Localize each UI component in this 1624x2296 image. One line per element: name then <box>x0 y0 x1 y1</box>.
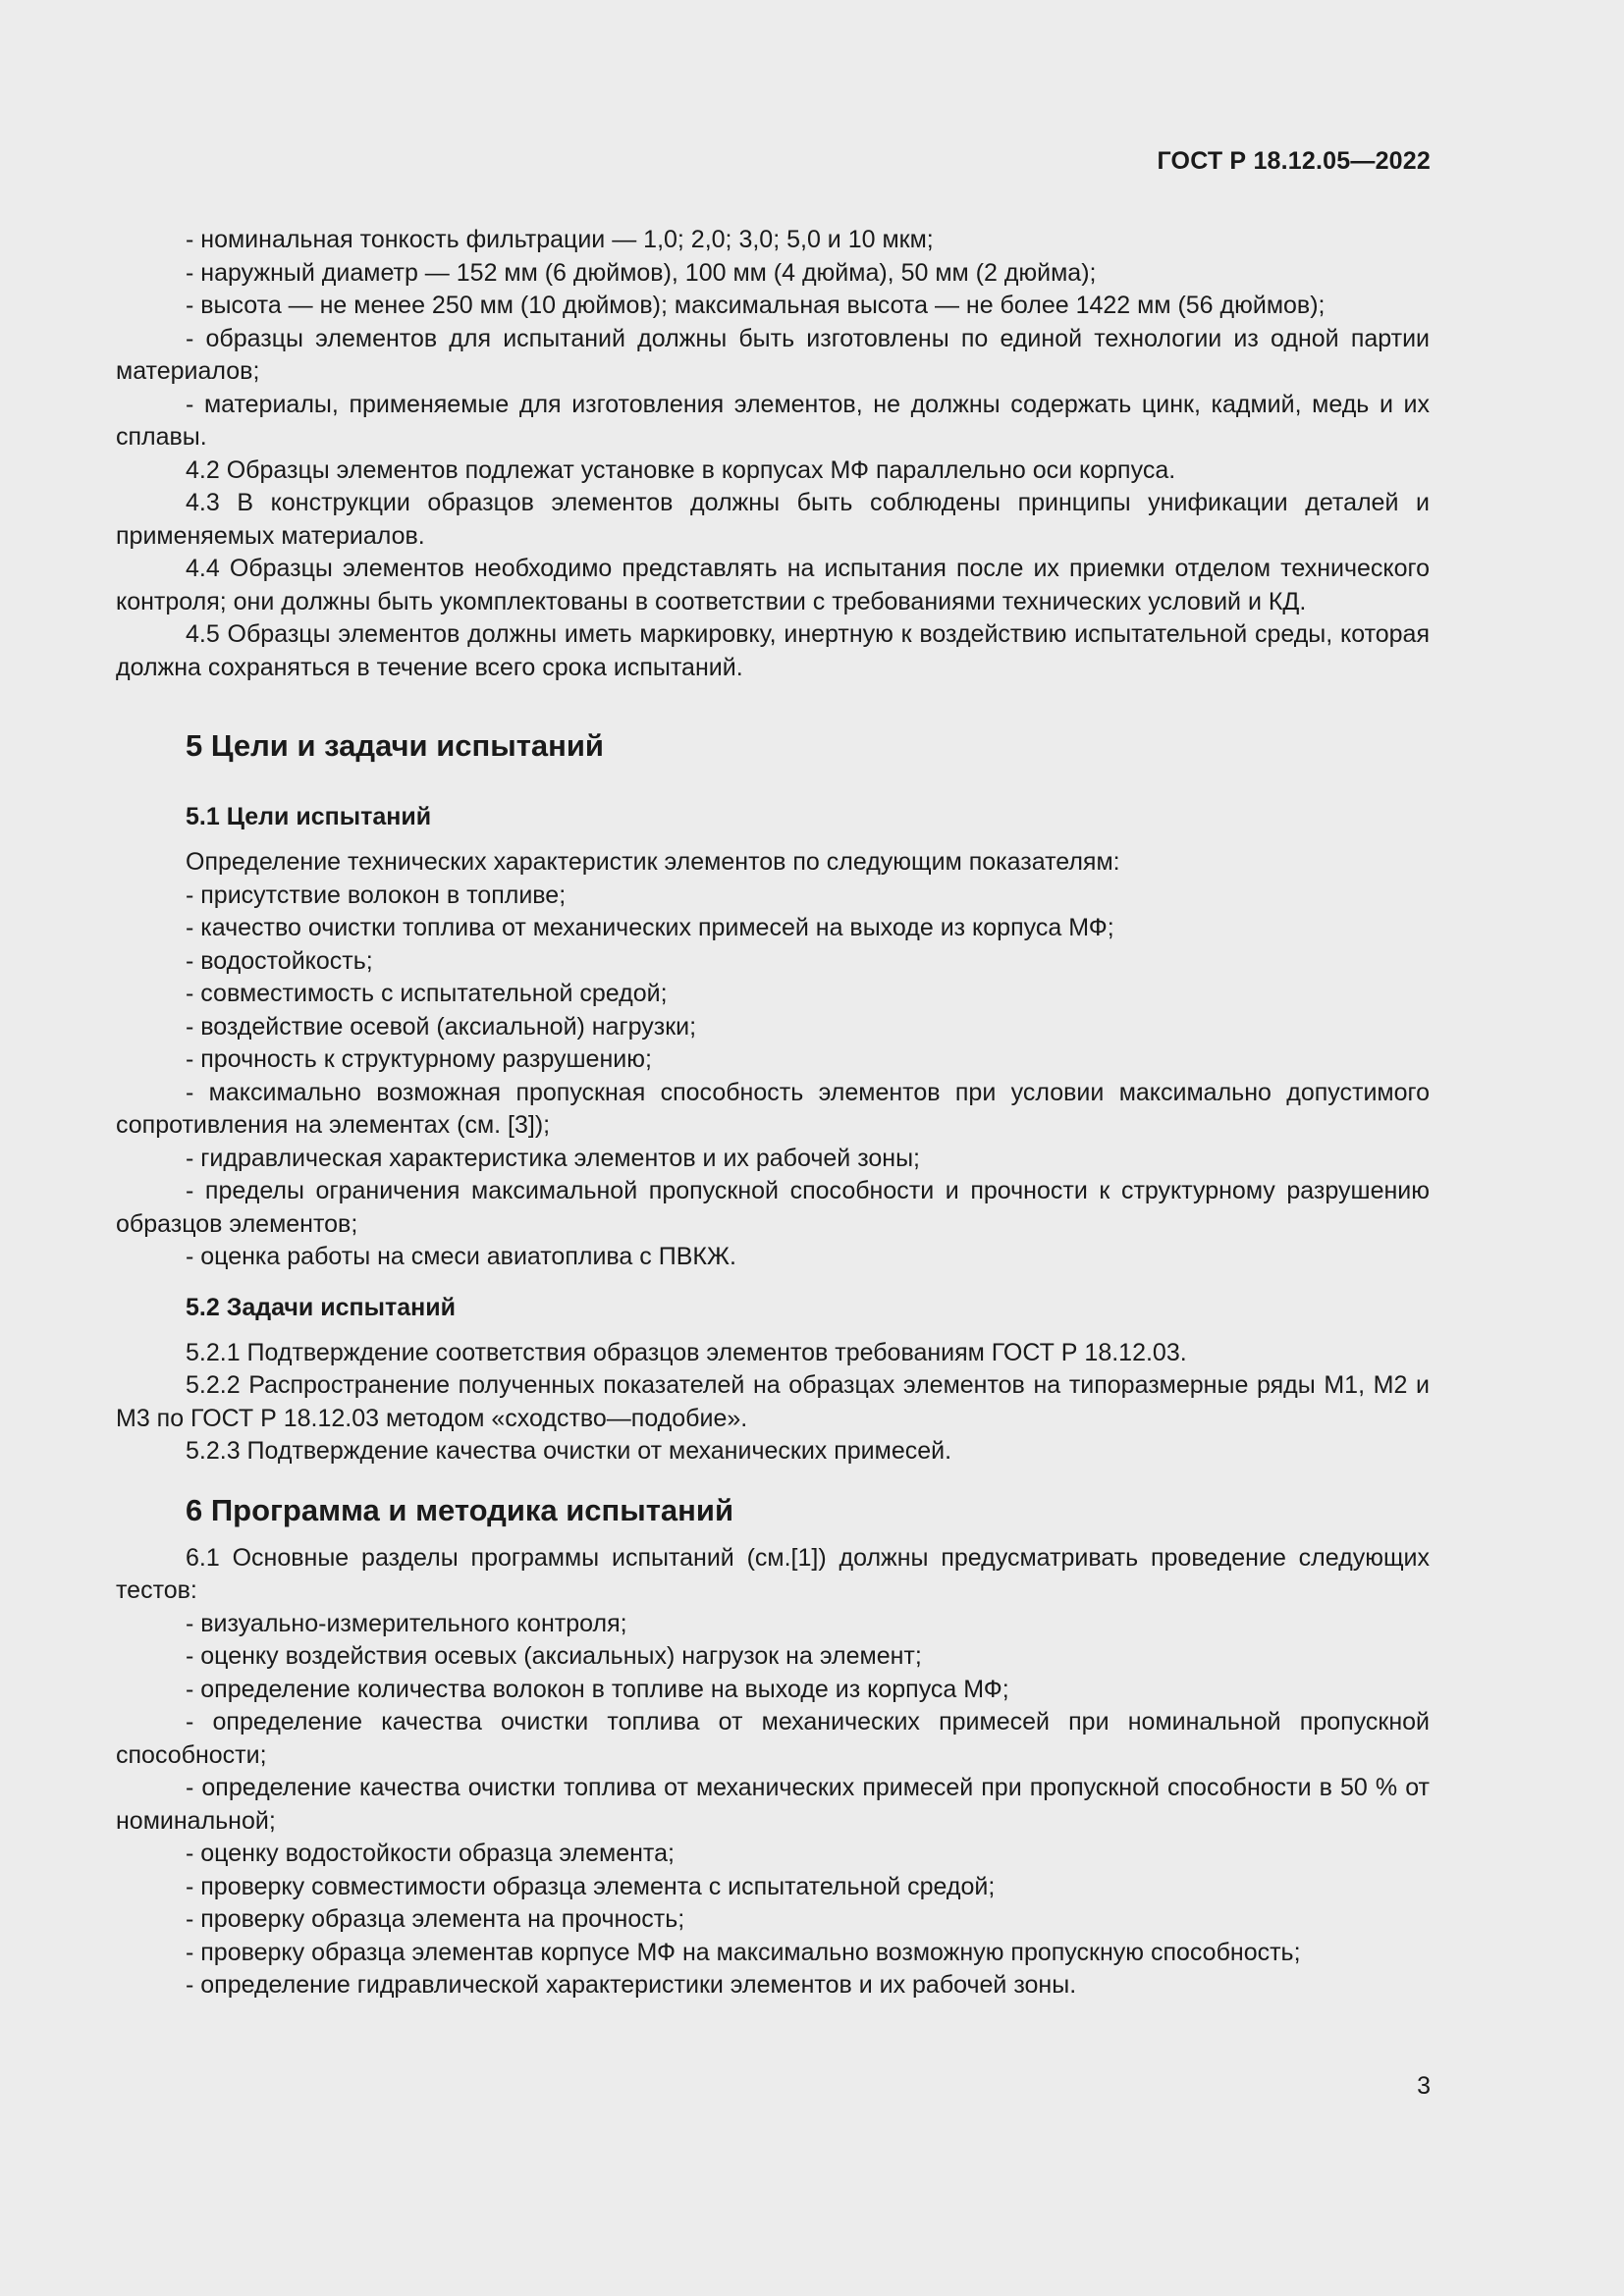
list-item: - проверку совместимости образца элемента с испытательной средой; <box>186 1872 996 1900</box>
list-item: - оценка работы на смеси авиатоплива с ПВКЖ. <box>186 1243 736 1270</box>
list-item: - проверку образца элемента на прочность; <box>186 1905 685 1933</box>
list-item: - номинальная тонкость фильтрации — 1,0; 2,0; 3,0; 5,0 и 10 мкм; <box>186 226 934 253</box>
clause-5-2-2: 5.2.2 Распространение полученных показателей на образцах элементов на типоразмерные ряды М1, М2 и М3 по ГОСТ Р 18.12.03 методом «сходство—подобие». <box>116 1371 1430 1432</box>
list-item: - определение качества очистки топлива от механических примесей при номинальной пропускной способности; <box>116 1708 1430 1769</box>
list-item: - проверку образца элементав корпусе МФ на максимально возможную пропускную способность; <box>186 1938 1301 1966</box>
list-item: - наружный диаметр — 152 мм (6 дюймов), 100 мм (4 дюйма), 50 мм (2 дюйма); <box>186 258 1097 287</box>
list-item: - оценку воздействия осевых (аксиальных) нагрузок на элемент; <box>186 1642 922 1670</box>
clause-4-5: 4.5 Образцы элементов должны иметь маркировку, инертную к воздействию испытательной среды, которая должна сохраняться в течение всего срока испытаний. <box>116 620 1430 681</box>
section-5-heading: 5 Цели и задачи испытаний <box>186 728 604 763</box>
list-item: - визуально-измерительного контроля; <box>186 1609 627 1637</box>
list-item: - воздействие осевой (аксиальной) нагрузки; <box>186 1012 697 1041</box>
clause-4-3: 4.3 В конструкции образцов элементов должны быть соблюдены принципы унификации деталей и применяемых материалов. <box>116 489 1430 550</box>
list-item: - определение количества волокон в топливе на выходе из корпуса МФ; <box>186 1675 1009 1703</box>
list-item: - пределы ограничения максимальной пропускной способности и прочности к структурному разрушению образцов элементов; <box>116 1177 1430 1238</box>
list-intro: Определение технических характеристик элементов по следующим показателям: <box>186 848 1120 876</box>
list-item: - материалы, применяемые для изготовления элементов, не должны содержать цинк, кадмий, медь и их сплавы. <box>116 390 1430 451</box>
list-item: - совместимость с испытательной средой; <box>186 980 668 1007</box>
list-item: - определение качества очистки топлива от механических примесей при пропускной способности в 50 % от номинальной; <box>116 1774 1430 1835</box>
list-item: - качество очистки топлива от механических примесей на выходе из корпуса МФ; <box>186 914 1114 941</box>
clause-5-2-1: 5.2.1 Подтверждение соответствия образцов элементов требованиям ГОСТ Р 18.12.03. <box>186 1338 1187 1366</box>
list-item: - гидравлическая характеристика элементов и их рабочей зоны; <box>186 1144 920 1172</box>
clause-4-2: 4.2 Образцы элементов подлежат установке в корпусах МФ параллельно оси корпуса. <box>186 455 1176 484</box>
subsection-5-1-heading: 5.1 Цели испытаний <box>186 803 432 830</box>
list-item: - образцы элементов для испытаний должны быть изготовлены по единой технологии из одной партии материалов; <box>116 324 1430 385</box>
subsection-5-2-heading: 5.2 Задачи испытаний <box>186 1293 456 1321</box>
list-item: - водостойкость; <box>186 946 373 975</box>
list-item: - максимально возможная пропускная способность элементов при условии максимально допустимого сопротивления на элементах (см. [3]); <box>116 1078 1430 1139</box>
document-code-header: ГОСТ Р 18.12.05—2022 <box>1157 147 1431 175</box>
page-number: 3 <box>1417 2072 1431 2100</box>
clause-4-4: 4.4 Образцы элементов необходимо представлять на испытания после их приемки отделом технического контроля; они должны быть укомплектованы в соответствии с требованиями технических условий и КД. <box>116 555 1430 615</box>
list-item: - прочность к структурному разрушению; <box>186 1045 652 1073</box>
list-item: - присутствие волокон в топливе; <box>186 881 567 909</box>
document-body <box>116 224 1430 2002</box>
clause-6-1: 6.1 Основные разделы программы испытаний (см.[1]) должны предусматривать проведение следующих тестов: <box>116 1543 1430 1604</box>
list-item: - высота — не менее 250 мм (10 дюймов); максимальная высота — не более 1422 мм (56 дюймов); <box>186 292 1326 319</box>
section-6-heading: 6 Программа и методика испытаний <box>186 1492 733 1527</box>
list-item: - определение гидравлической характеристики элементов и их рабочей зоны. <box>186 1971 1077 1999</box>
list-item: - оценку водостойкости образца элемента; <box>186 1840 675 1867</box>
clause-5-2-3: 5.2.3 Подтверждение качества очистки от механических примесей. <box>186 1437 952 1465</box>
